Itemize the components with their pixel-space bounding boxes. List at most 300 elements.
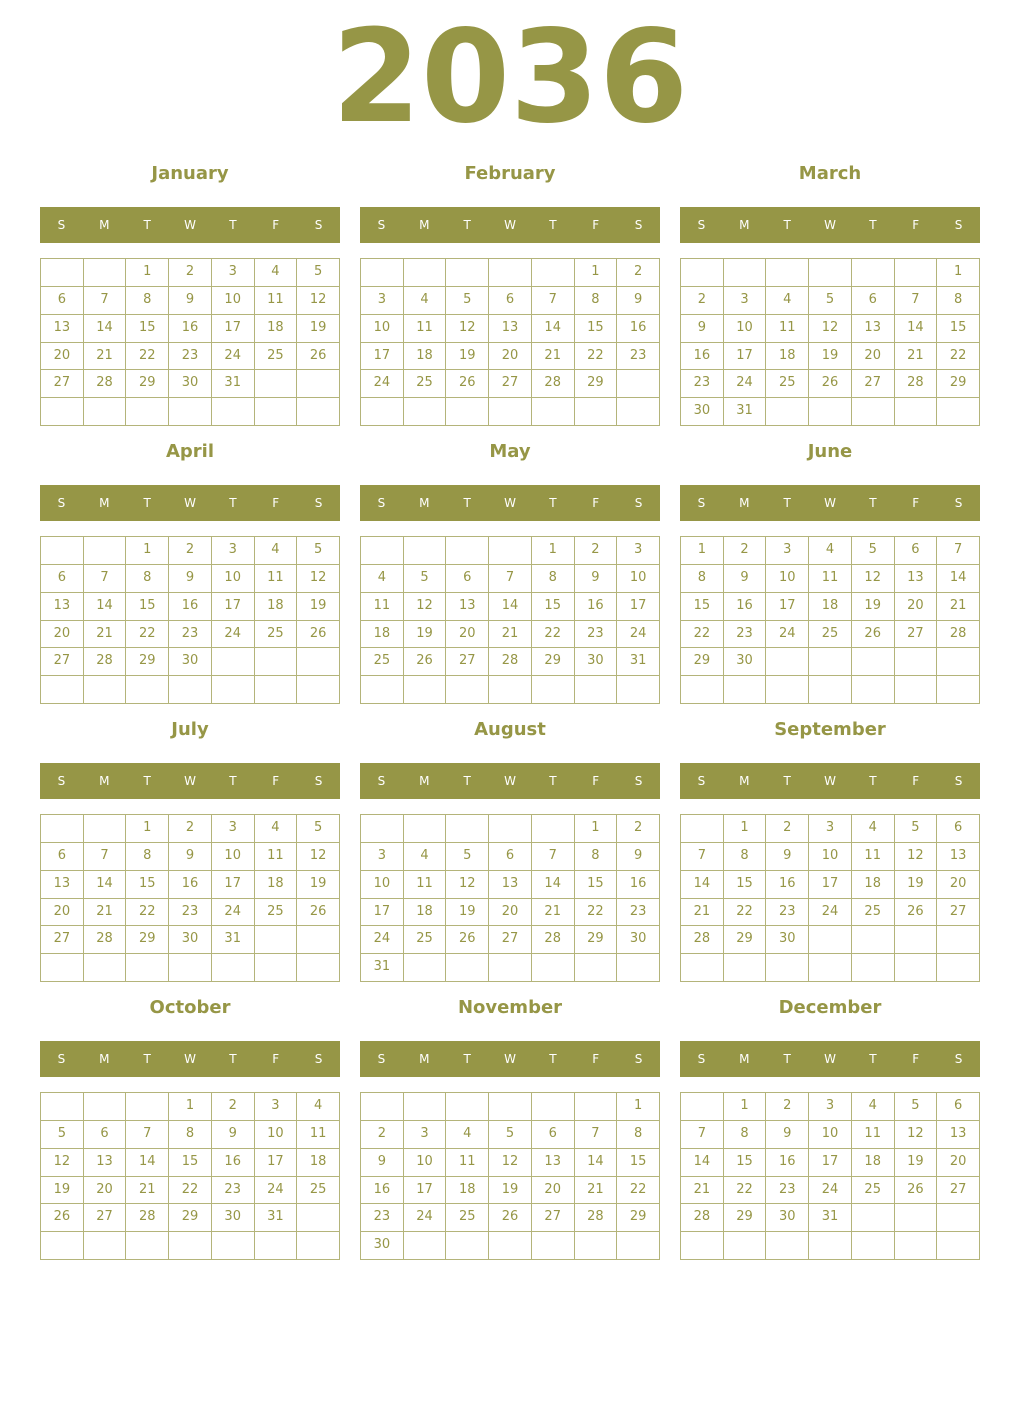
day-cell: 26 <box>297 343 340 371</box>
month-name: January <box>151 163 229 184</box>
day-cell: 3 <box>724 287 767 315</box>
day-cell: 5 <box>297 259 340 287</box>
day-cell: 6 <box>895 537 938 565</box>
day-cell: 18 <box>404 899 447 927</box>
day-cell: 27 <box>41 648 84 676</box>
empty-day-cell <box>681 1232 724 1260</box>
day-cell: 21 <box>681 1177 724 1205</box>
day-cell: 10 <box>766 565 809 593</box>
day-cell: 11 <box>255 843 298 871</box>
day-cell: 5 <box>489 1121 532 1149</box>
weekday-header <box>40 1041 340 1077</box>
day-cell: 7 <box>575 1121 618 1149</box>
month-name: October <box>149 997 231 1018</box>
day-cell: 7 <box>681 843 724 871</box>
day-cell: 30 <box>212 1204 255 1232</box>
day-cell: 18 <box>361 621 404 649</box>
day-cell: 26 <box>41 1204 84 1232</box>
weekday-label: W <box>824 1052 836 1066</box>
empty-day-cell <box>446 676 489 704</box>
weekday-label: M <box>739 496 750 510</box>
empty-day-cell <box>361 398 404 426</box>
day-cell: 16 <box>766 1149 809 1177</box>
day-cell: 9 <box>169 565 212 593</box>
empty-day-cell <box>126 954 169 982</box>
day-cell: 28 <box>84 926 127 954</box>
day-cell: 21 <box>84 899 127 927</box>
empty-day-cell <box>852 1232 895 1260</box>
day-cell: 23 <box>617 343 660 371</box>
empty-day-cell <box>681 1093 724 1121</box>
day-cell: 16 <box>766 871 809 899</box>
weekday-label: M <box>419 774 430 788</box>
empty-day-cell <box>169 1232 212 1260</box>
empty-day-cell <box>84 1093 127 1121</box>
empty-day-cell <box>724 954 767 982</box>
weekday-label: W <box>184 1052 196 1066</box>
day-cell: 13 <box>489 871 532 899</box>
day-cell: 20 <box>937 871 980 899</box>
weekday-label: S <box>57 1052 66 1066</box>
day-cell: 17 <box>809 871 852 899</box>
empty-day-cell <box>489 259 532 287</box>
day-cell: 8 <box>724 843 767 871</box>
day-cell: 21 <box>532 343 575 371</box>
day-cell: 19 <box>852 593 895 621</box>
day-cell: 8 <box>126 287 169 315</box>
day-cell: 21 <box>681 899 724 927</box>
day-cell: 6 <box>489 843 532 871</box>
day-cell: 5 <box>404 565 447 593</box>
day-cell: 30 <box>169 370 212 398</box>
weekday-label: T <box>143 218 151 232</box>
empty-day-cell <box>809 676 852 704</box>
empty-day-cell <box>41 815 84 843</box>
day-cell: 24 <box>255 1177 298 1205</box>
empty-day-cell <box>617 954 660 982</box>
day-cell: 28 <box>937 621 980 649</box>
weekday-label: S <box>377 1052 386 1066</box>
weekday-header <box>40 485 340 521</box>
day-cell: 12 <box>446 871 489 899</box>
day-cell: 28 <box>575 1204 618 1232</box>
weekday-label: T <box>143 496 151 510</box>
day-cell: 14 <box>126 1149 169 1177</box>
day-cell: 17 <box>212 593 255 621</box>
day-cell: 28 <box>681 1204 724 1232</box>
weekday-label: F <box>592 1052 600 1066</box>
day-cell: 13 <box>937 1121 980 1149</box>
weekday-label: S <box>634 496 643 510</box>
day-cell: 5 <box>895 815 938 843</box>
weekday-label: W <box>824 218 836 232</box>
day-cell: 2 <box>617 259 660 287</box>
day-cell: 20 <box>41 621 84 649</box>
day-cell: 17 <box>361 899 404 927</box>
weekday-label: F <box>272 1052 280 1066</box>
day-cell: 21 <box>84 621 127 649</box>
day-cell: 6 <box>41 565 84 593</box>
weekday-label: T <box>783 218 791 232</box>
day-cell: 15 <box>724 1149 767 1177</box>
day-cell: 1 <box>575 259 618 287</box>
empty-day-cell <box>532 676 575 704</box>
weekday-label: W <box>504 496 516 510</box>
day-cell: 16 <box>361 1177 404 1205</box>
weekday-label: W <box>184 496 196 510</box>
day-cell: 8 <box>575 843 618 871</box>
empty-day-cell <box>404 676 447 704</box>
day-cell: 21 <box>532 899 575 927</box>
weekday-label: T <box>869 774 877 788</box>
weekday-label: W <box>184 774 196 788</box>
empty-day-cell <box>575 676 618 704</box>
empty-day-cell <box>212 398 255 426</box>
day-cell: 1 <box>532 537 575 565</box>
empty-day-cell <box>895 259 938 287</box>
weekday-label: W <box>504 1052 516 1066</box>
empty-day-cell <box>575 398 618 426</box>
empty-day-cell <box>852 398 895 426</box>
day-cell: 29 <box>126 926 169 954</box>
empty-day-cell <box>126 676 169 704</box>
weekday-label: W <box>504 218 516 232</box>
day-cell: 4 <box>852 1093 895 1121</box>
day-cell: 11 <box>255 565 298 593</box>
empty-day-cell <box>895 676 938 704</box>
day-cell: 23 <box>766 899 809 927</box>
empty-day-cell <box>446 259 489 287</box>
day-cell: 14 <box>575 1149 618 1177</box>
day-cell: 31 <box>255 1204 298 1232</box>
empty-day-cell <box>255 398 298 426</box>
weekday-label: T <box>463 496 471 510</box>
day-cell: 18 <box>255 593 298 621</box>
day-cell: 4 <box>255 537 298 565</box>
day-cell: 6 <box>446 565 489 593</box>
day-cell: 30 <box>575 648 618 676</box>
day-cell: 29 <box>617 1204 660 1232</box>
day-cell: 11 <box>852 1121 895 1149</box>
weekday-label: S <box>697 1052 706 1066</box>
empty-day-cell <box>404 954 447 982</box>
day-cell: 14 <box>532 871 575 899</box>
day-cell: 23 <box>766 1177 809 1205</box>
empty-day-cell <box>681 815 724 843</box>
day-cell: 3 <box>255 1093 298 1121</box>
weekday-label: M <box>419 218 430 232</box>
weekday-label: M <box>99 774 110 788</box>
month-name: March <box>798 163 862 184</box>
weekday-label: W <box>504 774 516 788</box>
day-cell: 28 <box>532 370 575 398</box>
day-cell: 25 <box>852 1177 895 1205</box>
day-cell: 5 <box>895 1093 938 1121</box>
empty-day-cell <box>41 537 84 565</box>
empty-day-cell <box>895 1204 938 1232</box>
day-cell: 11 <box>766 315 809 343</box>
empty-day-cell <box>84 676 127 704</box>
day-cell: 3 <box>212 815 255 843</box>
weekday-label: T <box>143 774 151 788</box>
day-cell: 28 <box>489 648 532 676</box>
day-cell: 16 <box>681 343 724 371</box>
day-cell: 25 <box>809 621 852 649</box>
day-cell: 8 <box>532 565 575 593</box>
day-cell: 23 <box>361 1204 404 1232</box>
day-cell: 26 <box>895 899 938 927</box>
empty-day-cell <box>41 1232 84 1260</box>
day-cell: 2 <box>617 815 660 843</box>
day-cell: 16 <box>617 315 660 343</box>
day-cell: 12 <box>895 843 938 871</box>
day-cell: 4 <box>404 287 447 315</box>
weekday-label: S <box>57 496 66 510</box>
weekday-label: T <box>229 218 237 232</box>
day-cell: 14 <box>681 871 724 899</box>
empty-day-cell <box>446 1232 489 1260</box>
empty-day-cell <box>361 1093 404 1121</box>
weekday-label: T <box>549 218 557 232</box>
day-cell: 31 <box>212 370 255 398</box>
empty-day-cell <box>255 648 298 676</box>
day-cell: 7 <box>532 843 575 871</box>
empty-day-cell <box>937 676 980 704</box>
day-cell: 24 <box>404 1204 447 1232</box>
day-cell: 11 <box>446 1149 489 1177</box>
weekday-label: S <box>697 218 706 232</box>
day-cell: 22 <box>724 1177 767 1205</box>
day-cell: 20 <box>937 1149 980 1177</box>
day-grid <box>40 536 340 704</box>
empty-day-cell <box>852 676 895 704</box>
day-cell: 6 <box>532 1121 575 1149</box>
day-cell: 9 <box>617 287 660 315</box>
day-cell: 2 <box>169 815 212 843</box>
day-grid <box>680 1092 980 1260</box>
day-cell: 27 <box>532 1204 575 1232</box>
empty-day-cell <box>937 1204 980 1232</box>
weekday-label: T <box>869 496 877 510</box>
day-cell: 3 <box>809 1093 852 1121</box>
day-cell: 22 <box>575 899 618 927</box>
weekday-header <box>680 207 980 243</box>
empty-day-cell <box>212 1232 255 1260</box>
day-cell: 10 <box>361 871 404 899</box>
empty-day-cell <box>84 537 127 565</box>
empty-day-cell <box>404 815 447 843</box>
day-cell: 29 <box>681 648 724 676</box>
empty-day-cell <box>489 537 532 565</box>
day-cell: 3 <box>404 1121 447 1149</box>
weekday-label: S <box>954 218 963 232</box>
empty-day-cell <box>766 259 809 287</box>
day-cell: 30 <box>617 926 660 954</box>
day-cell: 14 <box>681 1149 724 1177</box>
weekday-label: T <box>783 496 791 510</box>
day-cell: 26 <box>809 370 852 398</box>
day-cell: 22 <box>724 899 767 927</box>
empty-day-cell <box>532 1093 575 1121</box>
day-cell: 15 <box>126 593 169 621</box>
day-cell: 30 <box>724 648 767 676</box>
day-cell: 30 <box>169 648 212 676</box>
weekday-label: S <box>377 218 386 232</box>
day-cell: 4 <box>446 1121 489 1149</box>
day-cell: 14 <box>84 315 127 343</box>
day-cell: 17 <box>766 593 809 621</box>
weekday-label: F <box>272 218 280 232</box>
day-cell: 7 <box>84 843 127 871</box>
weekday-label: F <box>592 774 600 788</box>
empty-day-cell <box>895 648 938 676</box>
empty-day-cell <box>404 398 447 426</box>
day-cell: 2 <box>169 259 212 287</box>
weekday-label: S <box>377 496 386 510</box>
day-cell: 31 <box>809 1204 852 1232</box>
day-cell: 22 <box>169 1177 212 1205</box>
empty-day-cell <box>297 1232 340 1260</box>
day-cell: 1 <box>724 815 767 843</box>
day-cell: 26 <box>895 1177 938 1205</box>
day-cell: 19 <box>446 343 489 371</box>
day-cell: 24 <box>766 621 809 649</box>
empty-day-cell <box>41 398 84 426</box>
day-grid <box>680 258 980 426</box>
day-cell: 14 <box>532 315 575 343</box>
day-cell: 24 <box>212 343 255 371</box>
month-name: September <box>774 719 886 740</box>
day-cell: 20 <box>41 899 84 927</box>
day-cell: 2 <box>766 1093 809 1121</box>
day-cell: 4 <box>809 537 852 565</box>
day-cell: 13 <box>532 1149 575 1177</box>
day-cell: 23 <box>681 370 724 398</box>
day-cell: 19 <box>297 315 340 343</box>
day-cell: 22 <box>126 621 169 649</box>
weekday-header <box>360 1041 660 1077</box>
day-cell: 12 <box>297 287 340 315</box>
day-cell: 26 <box>446 926 489 954</box>
weekday-header <box>40 207 340 243</box>
day-cell: 8 <box>126 565 169 593</box>
weekday-label: T <box>549 496 557 510</box>
day-cell: 14 <box>84 593 127 621</box>
day-cell: 23 <box>212 1177 255 1205</box>
day-cell: 28 <box>532 926 575 954</box>
day-cell: 31 <box>212 926 255 954</box>
weekday-label: S <box>697 774 706 788</box>
weekday-label: S <box>954 774 963 788</box>
day-cell: 9 <box>212 1121 255 1149</box>
day-cell: 10 <box>724 315 767 343</box>
empty-day-cell <box>809 259 852 287</box>
day-cell: 13 <box>937 843 980 871</box>
day-cell: 9 <box>681 315 724 343</box>
day-cell: 21 <box>937 593 980 621</box>
day-cell: 3 <box>361 287 404 315</box>
empty-day-cell <box>532 1232 575 1260</box>
day-grid <box>40 258 340 426</box>
empty-day-cell <box>126 1093 169 1121</box>
empty-day-cell <box>937 398 980 426</box>
empty-day-cell <box>532 815 575 843</box>
weekday-label: T <box>869 1052 877 1066</box>
day-cell: 28 <box>84 370 127 398</box>
weekday-label: S <box>634 774 643 788</box>
day-cell: 2 <box>724 537 767 565</box>
day-cell: 26 <box>404 648 447 676</box>
day-cell: 15 <box>575 871 618 899</box>
day-cell: 29 <box>724 1204 767 1232</box>
day-cell: 29 <box>724 926 767 954</box>
day-cell: 20 <box>84 1177 127 1205</box>
day-cell: 29 <box>126 648 169 676</box>
weekday-label: S <box>314 496 323 510</box>
day-cell: 29 <box>126 370 169 398</box>
empty-day-cell <box>41 954 84 982</box>
weekday-label: S <box>954 1052 963 1066</box>
day-cell: 18 <box>404 343 447 371</box>
empty-day-cell <box>489 398 532 426</box>
weekday-label: T <box>463 218 471 232</box>
empty-day-cell <box>446 398 489 426</box>
day-cell: 18 <box>852 1149 895 1177</box>
empty-day-cell <box>937 926 980 954</box>
weekday-label: T <box>783 1052 791 1066</box>
day-cell: 18 <box>297 1149 340 1177</box>
day-cell: 10 <box>255 1121 298 1149</box>
day-cell: 16 <box>169 593 212 621</box>
day-cell: 13 <box>852 315 895 343</box>
empty-day-cell <box>852 926 895 954</box>
day-cell: 24 <box>212 621 255 649</box>
day-cell: 28 <box>84 648 127 676</box>
day-cell: 15 <box>724 871 767 899</box>
empty-day-cell <box>809 648 852 676</box>
day-cell: 16 <box>212 1149 255 1177</box>
day-cell: 29 <box>575 370 618 398</box>
empty-day-cell <box>255 676 298 704</box>
day-cell: 16 <box>724 593 767 621</box>
day-cell: 31 <box>361 954 404 982</box>
day-grid <box>680 814 980 982</box>
day-cell: 1 <box>617 1093 660 1121</box>
day-grid <box>360 536 660 704</box>
empty-day-cell <box>617 370 660 398</box>
day-cell: 11 <box>255 287 298 315</box>
day-cell: 6 <box>41 843 84 871</box>
day-cell: 25 <box>361 648 404 676</box>
day-cell: 10 <box>809 843 852 871</box>
weekday-label: M <box>739 218 750 232</box>
day-cell: 9 <box>724 565 767 593</box>
day-cell: 23 <box>575 621 618 649</box>
day-cell: 27 <box>937 899 980 927</box>
day-cell: 7 <box>126 1121 169 1149</box>
weekday-label: F <box>912 774 920 788</box>
empty-day-cell <box>937 954 980 982</box>
day-cell: 12 <box>489 1149 532 1177</box>
weekday-header <box>680 1041 980 1077</box>
day-cell: 4 <box>361 565 404 593</box>
day-cell: 26 <box>297 899 340 927</box>
empty-day-cell <box>766 398 809 426</box>
empty-day-cell <box>41 259 84 287</box>
weekday-header <box>680 485 980 521</box>
day-cell: 13 <box>84 1149 127 1177</box>
day-cell: 6 <box>84 1121 127 1149</box>
